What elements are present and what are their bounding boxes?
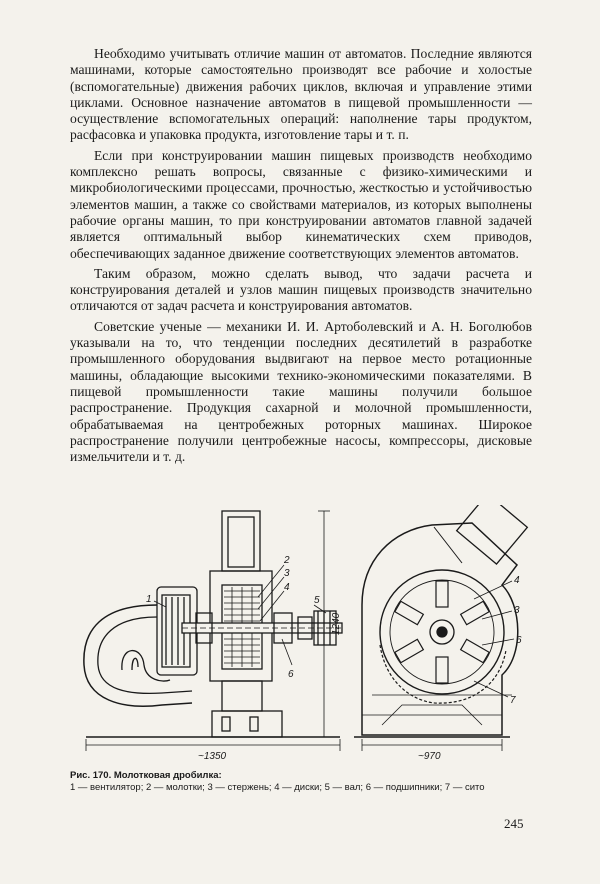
label-disks: 4 xyxy=(284,582,290,593)
paragraph-2: Если при конструировании машин пищевых производств необходимо комплексно решать вопросы, связанные с физико-химическими и микробиологическими процессами, прочностью, жесткостью и устойчивостью элементов машин, а также со свойствами материалов, из которых выполнены рабочие органы машин, то при конструировании автоматов главной задачей является оптимальный выбор кинематических схем приводов, обеспечивающих заданное движение соответствующих элементов автоматов. xyxy=(70,147,532,261)
label-rod: 3 xyxy=(284,568,290,579)
caption-legend: 1 — вентилятор; 2 — молотки; 3 — стержень; 4 — диски; 5 — вал; 6 — подшипники; 7 — сито xyxy=(70,781,485,793)
body-text xyxy=(70,46,532,469)
label-shaft: 5 xyxy=(314,595,320,606)
page-number: 245 xyxy=(504,816,524,831)
paragraph-4: Советские ученые — механики И. И. Артоболевский и А. Н. Боголюбов указывали на то, что тенденции последних десятилетий в разработке промышленного оборудования выдвигают на первое место ротационные машины, обладающие высокими технико-экономическими показателями. В пищевой промышленности такие машины получили большое распространение. Продукция сахарной и молочной промышленности, обрабатываемая на центробежных роторных машинах. Широкое распространение получили центробежные насосы, компрессоры, дисковые измельчители и т. д. xyxy=(70,318,532,465)
label-right-bearings: 6 xyxy=(516,635,522,646)
label-right-rod: 3 xyxy=(514,605,520,616)
feed-inlet xyxy=(457,505,528,564)
paragraph-1: Необходимо учитывать отличие машин от автоматов. Последние являются машинами, которые самостоятельно производят все рабочие и холостые (вспомогательные) движения рабочих циклов, включая и управление этими циклами. Основное назначение автоматов в пищевой промышленности — осуществление вспомогательных операций: наполнение тары продуктом, расфасовка и упаковка продукта, изготовление тары и т. п. xyxy=(70,46,532,143)
crusher-outlet xyxy=(222,681,262,711)
label-right-disks: 4 xyxy=(514,575,520,586)
hammer-crusher-drawing xyxy=(62,505,542,763)
label-bearings: 6 xyxy=(288,669,294,680)
dim-height: 1240 xyxy=(331,612,342,635)
figure-caption xyxy=(70,770,532,793)
dim-width-right: ~970 xyxy=(418,751,441,762)
label-right-sieve: 7 xyxy=(510,695,516,706)
dim-width-left: ~1350 xyxy=(198,751,227,762)
label-hammers: 2 xyxy=(284,555,290,566)
caption-title: Рис. 170. Молотковая дробилка: xyxy=(70,770,222,781)
paragraph-3: Таким образом, можно сделать вывод, что задачи расчета и конструирования деталей и узлов машин пищевых производств значительно отличаются от задач расчета и конструирования автоматов. xyxy=(70,265,532,314)
hammer-crusher-figure xyxy=(62,505,542,763)
fan-duct-outer xyxy=(84,605,192,706)
label-fan: 1 xyxy=(146,594,152,605)
